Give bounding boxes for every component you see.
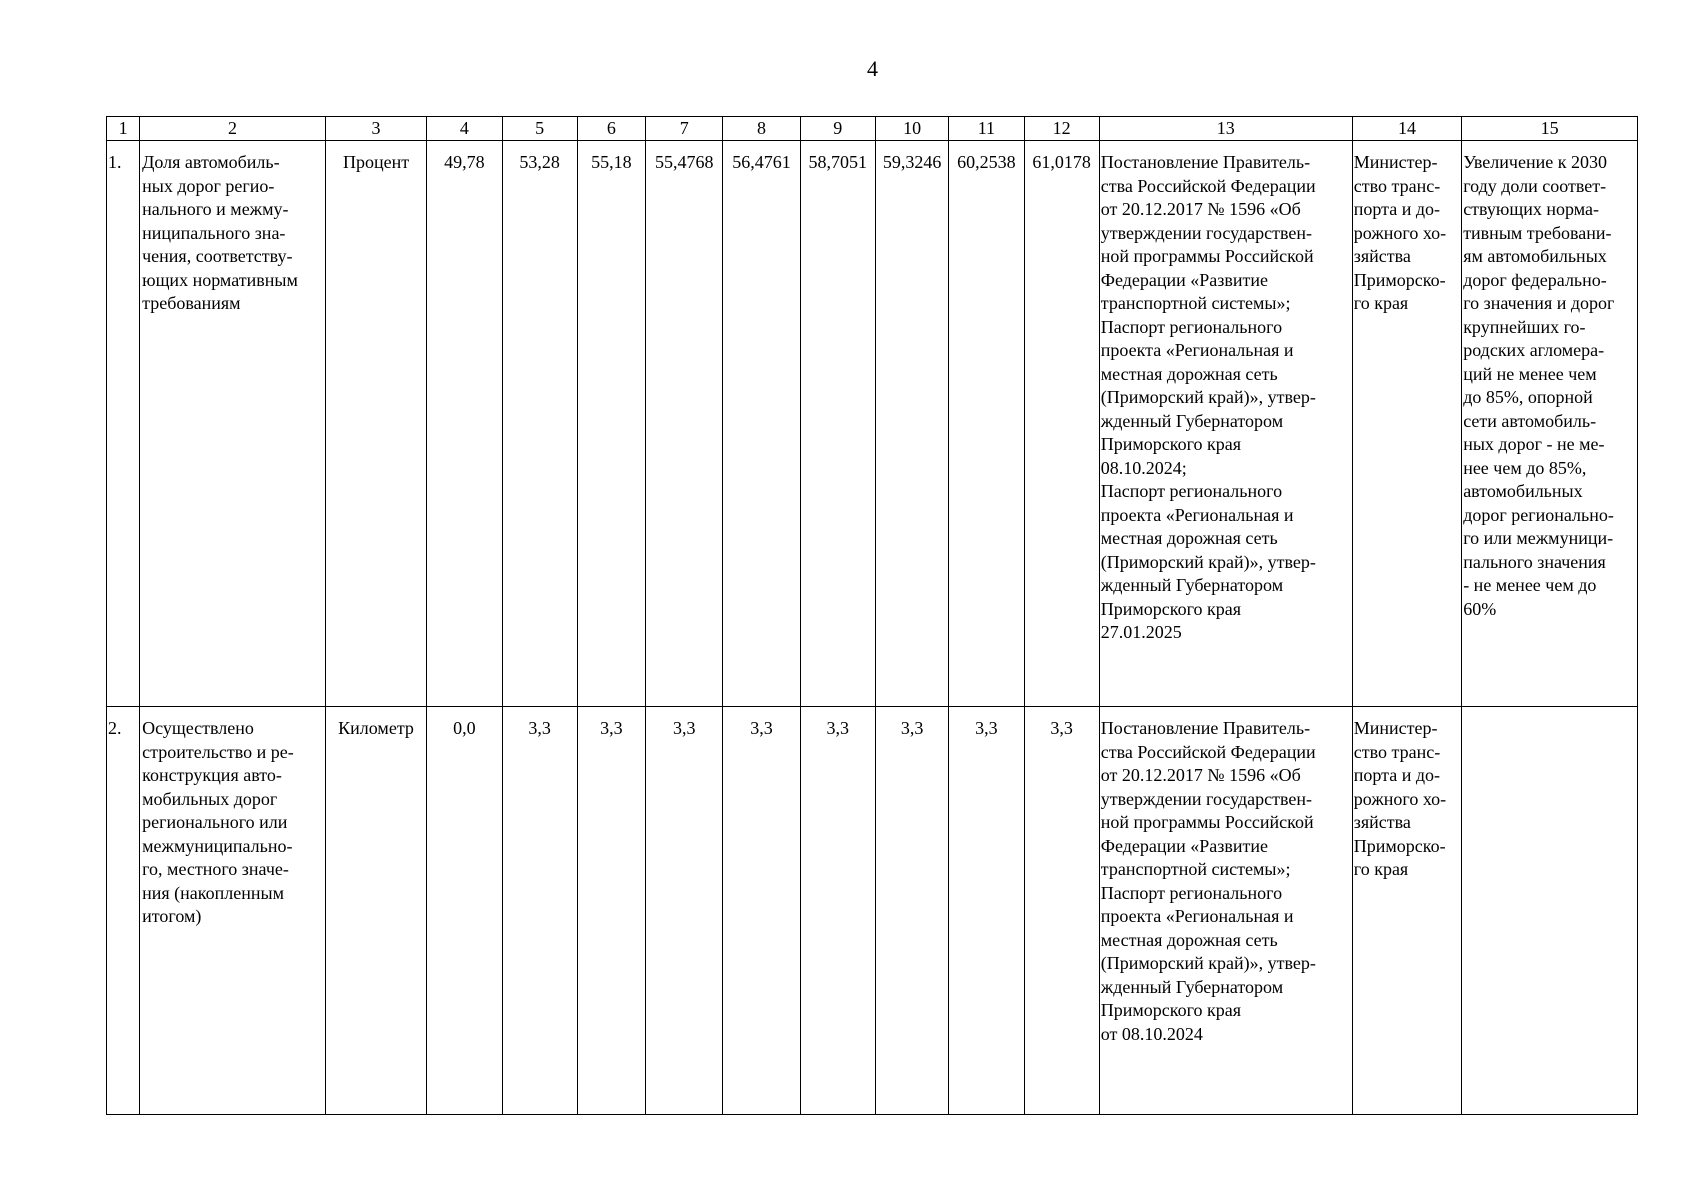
unit-cell: Процент: [325, 141, 426, 707]
header-cell: 8: [723, 117, 800, 141]
value-cell: 3,3: [1024, 707, 1099, 1115]
page-number: 4: [867, 56, 878, 81]
note-cell: [1462, 707, 1638, 1115]
row-number: 1.: [107, 141, 140, 707]
value-cell: 55,18: [577, 141, 645, 707]
indicator-name: Осуществлено строительство и ре- конструкция авто- мобильных дорог регионального или межмуниципально- го, местного значе- ния (накопленным итогом): [140, 707, 326, 1115]
header-cell: 13: [1099, 117, 1352, 141]
note-cell: Увеличение к 2030 году доли соответ- ствующих норма- тивным требовани- ям автомобильных дорог федерально- го значения и дорог крупнейших го- родских агломера- ций не менее чем до 85%, опорной сети автомобиль- ных дорог - не ме- нее чем до 85%, автомобильных дорог регионально- го или межмуници- пального значения - не менее чем до 60%: [1462, 141, 1638, 707]
header-cell: 4: [427, 117, 502, 141]
value-cell: 3,3: [577, 707, 645, 1115]
value-cell: 49,78: [427, 141, 502, 707]
header-cell: 3: [325, 117, 426, 141]
value-cell: 3,3: [723, 707, 800, 1115]
basis-cell: Постановление Правитель- ства Российской Федерации от 20.12.2017 № 1596 «Об утверждении государствен- ной программы Российской Федерации «Развитие транспортной системы»; Паспорт регионального проекта «Региональная и местная дорожная сеть (Приморский край)», утвер- жденный Губернатором Приморского края от 08.10.2024: [1099, 707, 1352, 1115]
responsible-cell: Министер- ство транс- порта и до- рожного хо- зяйства Приморско- го края: [1352, 141, 1461, 707]
row-number: 2.: [107, 707, 140, 1115]
table-row: [107, 707, 1638, 1115]
value-cell: 3,3: [949, 707, 1024, 1115]
indicators-table: [106, 116, 1638, 1115]
table-row: [107, 141, 1638, 707]
value-cell: 0,0: [427, 707, 502, 1115]
value-cell: 3,3: [800, 707, 875, 1115]
value-cell: 56,4761: [723, 141, 800, 707]
value-cell: 55,4768: [646, 141, 723, 707]
header-cell: 12: [1024, 117, 1099, 141]
unit-cell: Километр: [325, 707, 426, 1115]
value-cell: 53,28: [502, 141, 577, 707]
value-cell: 58,7051: [800, 141, 875, 707]
responsible-cell: Министер- ство транс- порта и до- рожного хо- зяйства Приморско- го края: [1352, 707, 1461, 1115]
header-cell: 6: [577, 117, 645, 141]
value-cell: 59,3246: [875, 141, 948, 707]
header-cell: 5: [502, 117, 577, 141]
header-cell: 14: [1352, 117, 1461, 141]
header-cell: 10: [875, 117, 948, 141]
value-cell: 61,0178: [1024, 141, 1099, 707]
basis-cell: Постановление Правитель- ства Российской Федерации от 20.12.2017 № 1596 «Об утверждении государствен- ной программы Российской Федерации «Развитие транспортной системы»; Паспорт регионального проекта «Региональная и местная дорожная сеть (Приморский край)», утвер- жденный Губернатором Приморского края 08.10.2024; Паспорт регионального проекта «Региональная и местная дорожная сеть (Приморский край)», утвер- жденный Губернатором Приморского края 27.01.2025: [1099, 141, 1352, 707]
value-cell: 3,3: [646, 707, 723, 1115]
indicator-name: Доля автомобиль- ных дорог регио- нального и межму- ниципального зна- чения, соответству- ющих нормативным требованиям: [140, 141, 326, 707]
value-cell: 60,2538: [949, 141, 1024, 707]
header-row: [107, 117, 1638, 141]
header-cell: 1: [107, 117, 140, 141]
header-cell: 2: [140, 117, 326, 141]
header-cell: 7: [646, 117, 723, 141]
header-cell: 15: [1462, 117, 1638, 141]
header-cell: 11: [949, 117, 1024, 141]
value-cell: 3,3: [502, 707, 577, 1115]
value-cell: 3,3: [875, 707, 948, 1115]
header-cell: 9: [800, 117, 875, 141]
